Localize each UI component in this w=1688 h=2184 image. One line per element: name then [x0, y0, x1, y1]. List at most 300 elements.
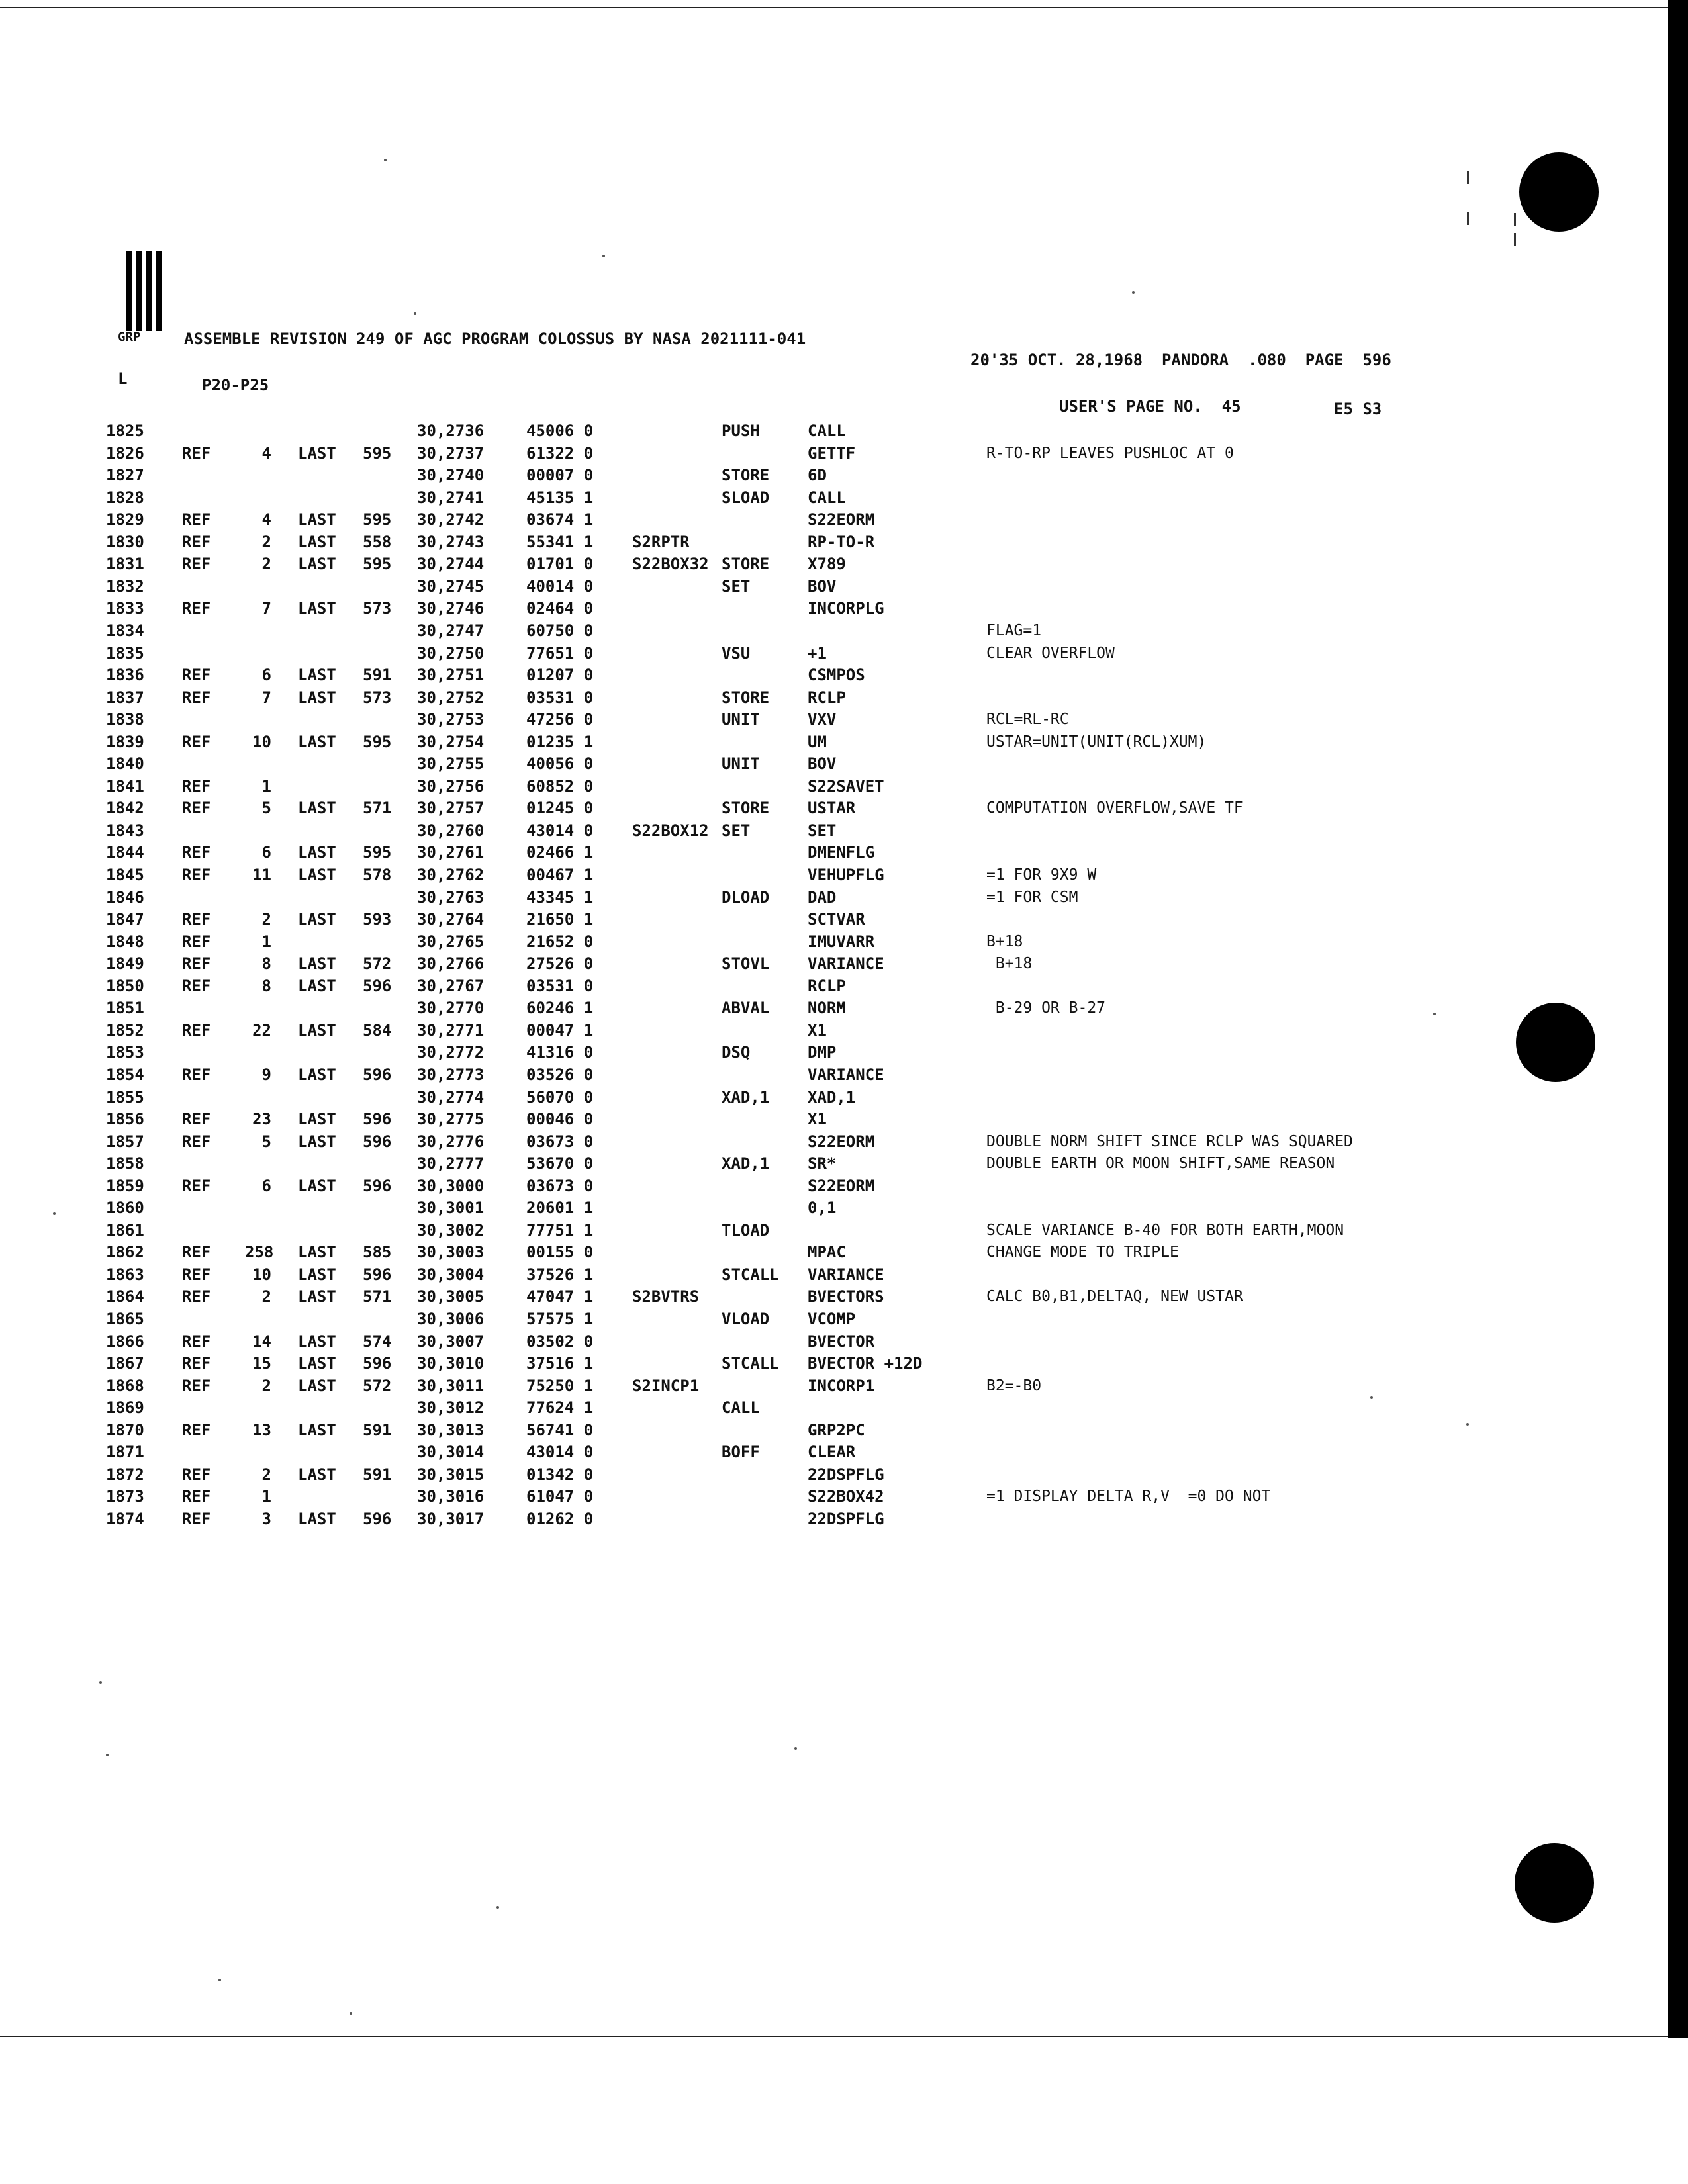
address: 30,3000 [417, 1176, 485, 1195]
octal-word: 03502 0 [526, 1332, 594, 1351]
last-page: 595 [363, 843, 392, 862]
address: 30,2777 [417, 1154, 485, 1173]
operand: 22DSPFLG [808, 1465, 884, 1484]
line-number: 1839 [106, 732, 144, 751]
listing-row [0, 1376, 1688, 1398]
line-number: 1849 [106, 954, 144, 974]
ref-count: 23 [252, 1110, 271, 1129]
octal-word: 56741 0 [526, 1420, 594, 1439]
operand: USTAR [808, 799, 856, 818]
octal-word: 21652 0 [526, 932, 594, 951]
line-number: 1872 [106, 1465, 144, 1484]
line-number: 1874 [106, 1509, 144, 1528]
section-id: P20-P25 [202, 376, 269, 394]
listing-row [0, 1398, 1688, 1420]
opcode: DSQ [722, 1043, 751, 1062]
last-page: 573 [363, 599, 392, 618]
comment: COMPUTATION OVERFLOW,SAVE TF [986, 799, 1243, 817]
ref-count: 2 [261, 1376, 271, 1395]
ref-keyword: REF [182, 1487, 211, 1506]
address: 30,2772 [417, 1043, 485, 1062]
comment: B2=-B0 [986, 1377, 1042, 1394]
last-keyword: LAST [298, 555, 336, 574]
ref-keyword: REF [182, 688, 211, 707]
last-keyword: LAST [298, 1243, 336, 1262]
last-keyword: LAST [298, 799, 336, 818]
symbol-label: S22BOX32 [632, 555, 709, 574]
listing-row [0, 1265, 1688, 1287]
operand: RP-TO-R [808, 532, 875, 551]
last-page: 572 [363, 1376, 392, 1395]
opcode: UNIT [722, 754, 760, 774]
listing-row [0, 909, 1688, 931]
ref-keyword: REF [182, 510, 211, 529]
ref-count: 2 [261, 555, 271, 574]
last-keyword: LAST [298, 843, 336, 862]
octal-word: 45135 1 [526, 488, 594, 507]
octal-word: 01262 0 [526, 1509, 594, 1528]
line-number: 1847 [106, 910, 144, 929]
operand: VEHUPFLG [808, 866, 884, 884]
listing-row [0, 1154, 1688, 1175]
ref-keyword: REF [182, 1132, 211, 1151]
ref-count: 5 [261, 1132, 271, 1151]
ref-keyword: REF [182, 443, 211, 463]
operand: S22BOX42 [808, 1487, 884, 1506]
line-number: 1826 [106, 443, 144, 463]
opcode: BOFF [722, 1443, 760, 1462]
address: 30,3003 [417, 1243, 485, 1262]
comment: USTAR=UNIT(UNIT(RCL)XUM) [986, 733, 1207, 751]
last-keyword: LAST [298, 1465, 336, 1484]
last-page: 595 [363, 510, 392, 529]
octal-word: 43014 0 [526, 821, 594, 840]
address: 30,2757 [417, 799, 485, 818]
listing-row [0, 510, 1688, 531]
operand: RCLP [808, 688, 846, 707]
line-number: 1857 [106, 1132, 144, 1151]
operand: BVECTOR [808, 1332, 875, 1351]
operand: INCORPLG [808, 599, 884, 618]
address: 30,2774 [417, 1087, 485, 1107]
listing-row [0, 732, 1688, 754]
comment: B+18 [986, 955, 1033, 973]
line-number: 1859 [106, 1176, 144, 1195]
ref-count: 4 [261, 443, 271, 463]
listing-row [0, 643, 1688, 665]
listing-row [0, 754, 1688, 776]
listing-row [0, 1021, 1688, 1042]
line-number: 1861 [106, 1220, 144, 1240]
octal-word: 61322 0 [526, 443, 594, 463]
address: 30,2747 [417, 621, 485, 640]
ref-keyword: REF [182, 799, 211, 818]
last-keyword: LAST [298, 1021, 336, 1040]
symbol-label: S2BVTRS [632, 1287, 700, 1306]
operand: DMENFLG [808, 843, 875, 862]
octal-word: 37516 1 [526, 1354, 594, 1373]
operand: 22DSPFLG [808, 1509, 884, 1528]
revision-code: E5 S3 [1334, 400, 1382, 418]
operand: UM [808, 732, 827, 751]
ref-keyword: REF [182, 1332, 211, 1351]
line-number: 1850 [106, 976, 144, 995]
listing-row [0, 465, 1688, 487]
listing-row [0, 1242, 1688, 1264]
ref-count: 11 [252, 866, 271, 884]
listing-row [0, 488, 1688, 510]
address: 30,3007 [417, 1332, 485, 1351]
ref-keyword: REF [182, 1021, 211, 1040]
address: 30,2761 [417, 843, 485, 862]
line-number: 1828 [106, 488, 144, 507]
address: 30,3017 [417, 1509, 485, 1528]
line-number: 1844 [106, 843, 144, 862]
opcode: PUSH [722, 422, 760, 440]
line-number: 1848 [106, 932, 144, 951]
listing-row [0, 1198, 1688, 1220]
listing-row [0, 798, 1688, 820]
comment: RCL=RL-RC [986, 711, 1069, 729]
address: 30,3012 [417, 1398, 485, 1418]
line-number: 1860 [106, 1199, 144, 1218]
ref-keyword: REF [182, 1465, 211, 1484]
listing-row [0, 1353, 1688, 1375]
ref-keyword: REF [182, 932, 211, 951]
opcode: VLOAD [722, 1310, 770, 1328]
ref-count: 1 [261, 1487, 271, 1506]
group-marker: GRP [118, 330, 141, 344]
last-keyword: LAST [298, 1287, 336, 1306]
ref-count: 7 [261, 688, 271, 707]
last-page: 596 [363, 1509, 392, 1528]
last-page: 596 [363, 1354, 392, 1373]
octal-word: 61047 0 [526, 1487, 594, 1506]
last-keyword: LAST [298, 1132, 336, 1151]
line-number: 1870 [106, 1420, 144, 1439]
listing-row [0, 443, 1688, 465]
listing-row [0, 1420, 1688, 1442]
listing-row [0, 1465, 1688, 1486]
ref-count: 10 [252, 1265, 271, 1284]
listing-row [0, 621, 1688, 643]
line-number: 1842 [106, 799, 144, 818]
last-page: 573 [363, 688, 392, 707]
address: 30,2737 [417, 443, 485, 463]
opcode: STORE [722, 688, 770, 707]
listing-row [0, 598, 1688, 620]
address: 30,2766 [417, 954, 485, 974]
operand: RCLP [808, 976, 846, 995]
last-keyword: LAST [298, 1420, 336, 1439]
ref-count: 6 [261, 1176, 271, 1195]
ref-keyword: REF [182, 1354, 211, 1373]
line-number: 1829 [106, 510, 144, 529]
last-page: 595 [363, 443, 392, 463]
ref-count: 3 [261, 1509, 271, 1528]
opcode: STORE [722, 466, 770, 485]
ref-keyword: REF [182, 1509, 211, 1528]
operand: S22EORM [808, 1176, 875, 1195]
line-number: 1871 [106, 1443, 144, 1462]
ref-count: 258 [245, 1243, 274, 1262]
run-date-page: 20'35 OCT. 28,1968 PANDORA .080 PAGE 596 [970, 351, 1391, 369]
operand: VCOMP [808, 1310, 856, 1328]
operand: XAD,1 [808, 1087, 856, 1107]
octal-word: 40014 0 [526, 576, 594, 596]
last-page: 572 [363, 954, 392, 974]
comment: FLAG=1 [986, 621, 1042, 639]
ref-count: 6 [261, 666, 271, 685]
address: 30,2753 [417, 710, 485, 729]
ref-count: 2 [261, 1465, 271, 1484]
listing-row [0, 1442, 1688, 1464]
operand: VXV [808, 710, 837, 729]
ref-count: 15 [252, 1354, 271, 1373]
operand: CALL [808, 488, 846, 507]
octal-word: 56070 0 [526, 1087, 594, 1107]
opcode: STORE [722, 799, 770, 818]
address: 30,3011 [417, 1376, 485, 1395]
comment: DOUBLE EARTH OR MOON SHIFT,SAME REASON [986, 1155, 1335, 1173]
line-number: 1867 [106, 1354, 144, 1373]
listing-row [0, 1287, 1688, 1308]
last-keyword: LAST [298, 732, 336, 751]
address: 30,3013 [417, 1420, 485, 1439]
opcode: DLOAD [722, 887, 770, 907]
comment: =1 DISPLAY DELTA R,V =0 DO NOT [986, 1488, 1271, 1506]
octal-word: 27526 0 [526, 954, 594, 974]
operand: NORM [808, 999, 846, 1018]
octal-word: 60750 0 [526, 621, 594, 640]
operand: SCTVAR [808, 910, 865, 929]
octal-word: 43345 1 [526, 887, 594, 907]
comment: B+18 [986, 933, 1023, 950]
operand: DAD [808, 887, 837, 907]
address: 30,3006 [417, 1310, 485, 1328]
last-keyword: LAST [298, 688, 336, 707]
comment: DOUBLE NORM SHIFT SINCE RCLP WAS SQUARED [986, 1132, 1353, 1150]
ref-count: 4 [261, 510, 271, 529]
ref-keyword: REF [182, 866, 211, 884]
octal-word: 03673 0 [526, 1176, 594, 1195]
line-number: 1837 [106, 688, 144, 707]
listing-row [0, 1042, 1688, 1064]
opcode: ABVAL [722, 999, 770, 1018]
octal-word: 77751 1 [526, 1220, 594, 1240]
listing-row [0, 776, 1688, 798]
symbol-label: S2RPTR [632, 532, 690, 551]
last-page: 593 [363, 910, 392, 929]
octal-word: 41316 0 [526, 1043, 594, 1062]
comment: SCALE VARIANCE B-40 FOR BOTH EARTH,MOON [986, 1221, 1344, 1239]
listing-row [0, 887, 1688, 909]
octal-word: 75250 1 [526, 1376, 594, 1395]
line-number: 1866 [106, 1332, 144, 1351]
last-keyword: LAST [298, 954, 336, 974]
ref-count: 2 [261, 1287, 271, 1306]
operand: BOV [808, 754, 837, 774]
operand: X789 [808, 555, 846, 574]
line-number: 1830 [106, 532, 144, 551]
listing-row [0, 821, 1688, 842]
listing-row [0, 421, 1688, 443]
line-number: 1836 [106, 666, 144, 685]
ref-keyword: REF [182, 1110, 211, 1129]
operand: S22EORM [808, 1132, 875, 1151]
operand: IMUVARR [808, 932, 875, 951]
octal-word: 45006 0 [526, 422, 594, 440]
operand: DMP [808, 1043, 837, 1062]
last-keyword: LAST [298, 1354, 336, 1373]
ref-count: 8 [261, 954, 271, 974]
operand: INCORP1 [808, 1376, 875, 1395]
address: 30,2776 [417, 1132, 485, 1151]
listing-row [0, 842, 1688, 864]
listing-row [0, 1065, 1688, 1087]
listing-row [0, 1220, 1688, 1242]
ref-count: 1 [261, 932, 271, 951]
octal-word: 01342 0 [526, 1465, 594, 1484]
address: 30,3001 [417, 1199, 485, 1218]
last-page: 595 [363, 555, 392, 574]
ref-keyword: REF [182, 532, 211, 551]
operand: X1 [808, 1021, 827, 1040]
last-page: 596 [363, 1110, 392, 1129]
line-number: 1855 [106, 1087, 144, 1107]
octal-word: 03673 0 [526, 1132, 594, 1151]
line-number: 1831 [106, 555, 144, 574]
operand: X1 [808, 1110, 827, 1129]
opcode: UNIT [722, 710, 760, 729]
line-number: 1864 [106, 1287, 144, 1306]
octal-word: 55341 1 [526, 532, 594, 551]
octal-word: 60852 0 [526, 776, 594, 796]
octal-word: 57575 1 [526, 1310, 594, 1328]
address: 30,2764 [417, 910, 485, 929]
octal-word: 01245 0 [526, 799, 594, 818]
last-keyword: LAST [298, 666, 336, 685]
address: 30,3016 [417, 1487, 485, 1506]
address: 30,2752 [417, 688, 485, 707]
operand: +1 [808, 643, 827, 662]
listing-row [0, 576, 1688, 598]
address: 30,2770 [417, 999, 485, 1018]
listing-flag: L [118, 369, 128, 388]
last-keyword: LAST [298, 1065, 336, 1084]
line-number: 1825 [106, 422, 144, 440]
octal-word: 03674 1 [526, 510, 594, 529]
operand: BOV [808, 576, 837, 596]
octal-word: 01701 0 [526, 555, 594, 574]
listing-row [0, 865, 1688, 887]
listing-row [0, 532, 1688, 554]
opcode: SET [722, 821, 751, 840]
listing-row [0, 1109, 1688, 1131]
operand: S22EORM [808, 510, 875, 529]
line-number: 1858 [106, 1154, 144, 1173]
symbol-label: S2INCP1 [632, 1376, 700, 1395]
octal-word: 00155 0 [526, 1243, 594, 1262]
last-page: 571 [363, 1287, 392, 1306]
ref-count: 2 [261, 910, 271, 929]
address: 30,3005 [417, 1287, 485, 1306]
last-keyword: LAST [298, 1332, 336, 1351]
line-number: 1838 [106, 710, 144, 729]
ref-keyword: REF [182, 954, 211, 974]
comment: =1 FOR CSM [986, 888, 1078, 906]
opcode: VSU [722, 643, 751, 662]
listing-row [0, 709, 1688, 731]
address: 30,2751 [417, 666, 485, 685]
address: 30,3015 [417, 1465, 485, 1484]
address: 30,2744 [417, 555, 485, 574]
user-page-number: USER'S PAGE NO. 45 [1059, 397, 1241, 416]
symbol-label: S22BOX12 [632, 821, 709, 840]
last-page: 596 [363, 976, 392, 995]
last-keyword: LAST [298, 443, 336, 463]
last-page: 596 [363, 1176, 392, 1195]
octal-word: 00007 0 [526, 466, 594, 485]
address: 30,2750 [417, 643, 485, 662]
ref-keyword: REF [182, 976, 211, 995]
last-page: 584 [363, 1021, 392, 1040]
operand: 0,1 [808, 1199, 837, 1218]
opcode: STORE [722, 555, 770, 574]
line-number: 1851 [106, 999, 144, 1018]
ref-count: 1 [261, 776, 271, 796]
line-number: 1856 [106, 1110, 144, 1129]
operand: MPAC [808, 1243, 846, 1262]
opcode: CALL [722, 1398, 760, 1418]
operand: BVECTOR +12D [808, 1354, 923, 1373]
opcode: XAD,1 [722, 1154, 770, 1173]
ref-keyword: REF [182, 1176, 211, 1195]
last-keyword: LAST [298, 976, 336, 995]
octal-word: 03526 0 [526, 1065, 594, 1084]
ref-count: 14 [252, 1332, 271, 1351]
comment: B-29 OR B-27 [986, 999, 1106, 1017]
address: 30,2771 [417, 1021, 485, 1040]
ref-count: 2 [261, 532, 271, 551]
address: 30,2755 [417, 754, 485, 774]
address: 30,2743 [417, 532, 485, 551]
line-number: 1827 [106, 466, 144, 485]
octal-word: 01235 1 [526, 732, 594, 751]
last-keyword: LAST [298, 1176, 336, 1195]
last-keyword: LAST [298, 1376, 336, 1395]
octal-word: 00046 0 [526, 1110, 594, 1129]
ref-count: 13 [252, 1420, 271, 1439]
line-number: 1840 [106, 754, 144, 774]
ref-count: 5 [261, 799, 271, 818]
address: 30,2767 [417, 976, 485, 995]
address: 30,2746 [417, 599, 485, 618]
address: 30,2765 [417, 932, 485, 951]
octal-word: 77624 1 [526, 1398, 594, 1418]
last-keyword: LAST [298, 910, 336, 929]
address: 30,2775 [417, 1110, 485, 1129]
address: 30,2762 [417, 866, 485, 884]
opcode: SET [722, 576, 751, 596]
operand: BVECTORS [808, 1287, 884, 1306]
operand: S22SAVET [808, 776, 884, 796]
address: 30,2741 [417, 488, 485, 507]
ref-count: 10 [252, 732, 271, 751]
ref-keyword: REF [182, 776, 211, 796]
last-page: 558 [363, 532, 392, 551]
opcode: TLOAD [722, 1220, 770, 1240]
